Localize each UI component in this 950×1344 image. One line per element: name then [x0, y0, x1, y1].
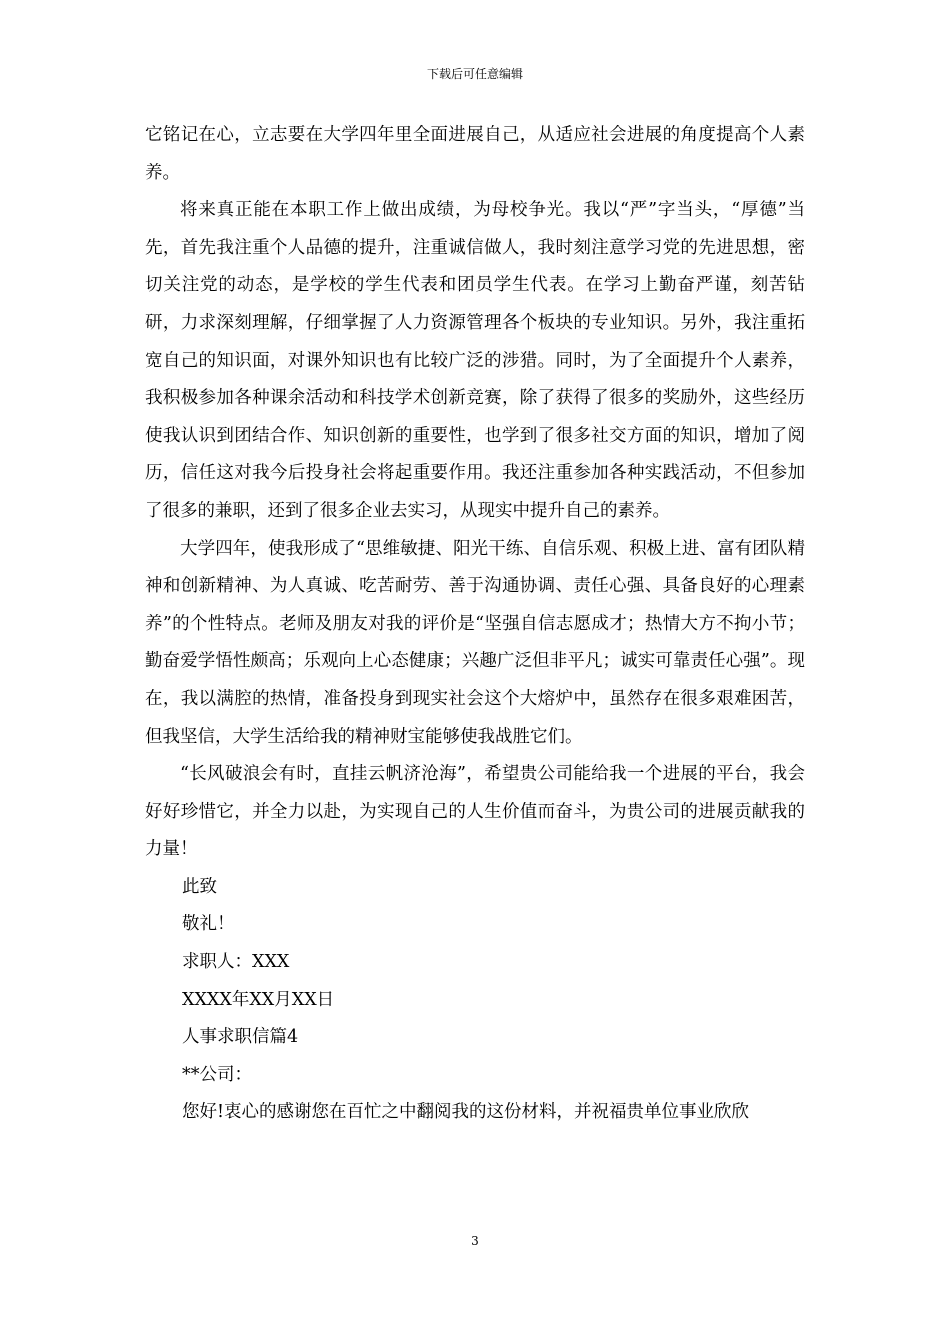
closing-regards: 敬礼！ — [182, 914, 235, 935]
paragraph-personality: 大学四年，使我形成了“思维敏捷、阳光干练、自信乐观、积极上进、富有团队精神和创新精神、为人真诚、吃苦耐劳、善于沟通协调、责任心强、具备良好的心理素养”的个性特点。老师及朋友对我的评价是“坚强自信志愿成才；热情大方不拘小节；勤奋爱学悟性颇高；乐观向上心态健康；兴趣广泛但非平凡；诚实可靠责任心强”。现在，我以满腔的热情，准备投身到现实社会这个大熔炉中，虽然存在很多艰难困苦，但我坚信，大学生活给我的精神财宝能够使我战胜它们。 — [145, 538, 805, 747]
document-body — [145, 117, 805, 1132]
page-number: 3 — [471, 1234, 479, 1248]
paragraph-conclusion: “长风破浪会有时，直挂云帆济沧海”，希望贵公司能给我一个进展的平台，我会好好珍惜它，并全力以赴，为实现自己的人生价值而奋斗，为贵公司的进展贡献我的力量！ — [145, 764, 805, 860]
letter-date: XXXX年XX月XX日 — [182, 989, 335, 1010]
page-header: 下载后可任意编辑 — [426, 67, 523, 81]
paragraph-achievements: 将来真正能在本职工作上做出成绩，为母校争光。我以“严”字当头，“厚德”当先，首先我注重个人品德的提升，注重诚信做人，我时刻注意学习党的先进思想，密切关注党的动态，是学校的学生代表和团员学生代表。在学习上勤奋严谨，刻苦钻研，力求深刻理解，仔细掌握了人力资源管理各个板块的专业知识。另外，我注重拓宽自己的知识面，对课外知识也有比较广泛的涉猎。同时，为了全面提升个人素养，我积极参加各种课余活动和科技学术创新竞赛，除了获得了很多的奖励外，这些经历使我认识到团结合作、知识创新的重要性，也学到了很多社交方面的知识，增加了阅历，信任这对我今后投身社会将起重要作用。我还注重参加各种实践活动，不但参加了很多的兼职，还到了很多企业去实习，从现实中提升自己的素养。 — [145, 200, 805, 521]
applicant-signature: 求职人：XXX — [182, 952, 290, 973]
paragraph-continuation: 它铭记在心，立志要在大学四年里全面进展自己，从适应社会进展的角度提高个人素养。 — [145, 125, 805, 183]
closing-salutation: 此致 — [182, 876, 217, 897]
recipient-line: **公司： — [182, 1064, 252, 1085]
section-title: 人事求职信篇4 — [182, 1027, 299, 1048]
greeting-line: 您好!衷心的感谢您在百忙之中翻阅我的这份材料，并祝福贵单位事业欣欣 — [182, 1102, 750, 1123]
